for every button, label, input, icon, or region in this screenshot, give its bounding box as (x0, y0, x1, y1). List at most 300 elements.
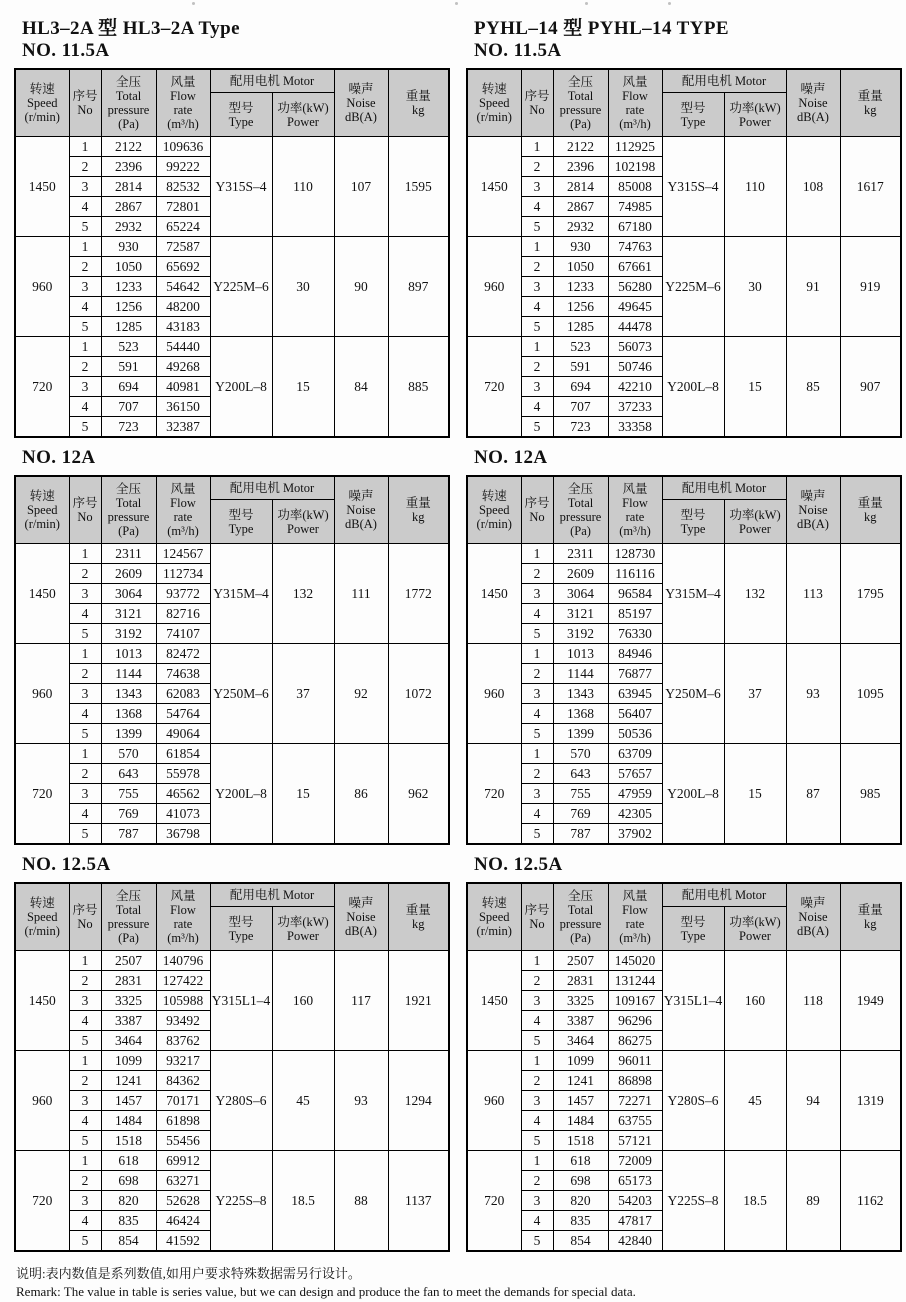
no-cell: 3 (521, 277, 553, 297)
header-line: Flow (622, 902, 648, 917)
fan-spec-table-hl3-2a-no12-5a (14, 882, 450, 1253)
flow-cell: 46562 (156, 784, 210, 804)
pressure-cell: 2867 (553, 197, 608, 217)
no-cell: 4 (521, 1111, 553, 1131)
header-line: 风量 (622, 481, 648, 496)
data-row (15, 337, 449, 357)
pressure-cell: 1457 (101, 1091, 156, 1111)
pressure-cell: 3325 (553, 991, 608, 1011)
no-cell: 1 (521, 237, 553, 257)
motor-type-cell: Y315S–4 (210, 137, 272, 237)
header-line: Power (287, 114, 319, 129)
col-header-pressure (553, 69, 608, 137)
flow-cell: 76877 (608, 664, 662, 684)
flow-cell: 49064 (156, 724, 210, 744)
flow-cell: 112925 (608, 137, 662, 157)
header-line: 重量 (857, 902, 883, 917)
weight-cell: 1319 (840, 1051, 901, 1151)
header-line: Noise (346, 96, 376, 111)
header-line: kg (412, 509, 425, 524)
no-cell: 4 (69, 704, 101, 724)
header-line: (m³/h) (619, 930, 651, 945)
pressure-cell: 1368 (553, 704, 608, 724)
pressure-cell: 2831 (553, 971, 608, 991)
table-header (15, 883, 449, 951)
fan-spec-table-pyhl-14-no12-5a (466, 882, 902, 1253)
pressure-cell: 1399 (553, 724, 608, 744)
col-header-speed (467, 476, 521, 544)
no-cell: 1 (521, 137, 553, 157)
flow-cell: 42840 (608, 1231, 662, 1252)
no-cell: 4 (521, 1011, 553, 1031)
flow-cell: 109636 (156, 137, 210, 157)
noise-cell: 118 (786, 951, 840, 1051)
pressure-cell: 787 (101, 824, 156, 845)
noise-cell: 93 (334, 1051, 388, 1151)
col-header-motor-power (272, 907, 334, 951)
flow-cell: 74763 (608, 237, 662, 257)
flow-cell: 109167 (608, 991, 662, 1011)
header-line: 转速 (29, 895, 55, 910)
speed-cell: 1450 (15, 137, 69, 237)
noise-cell: 90 (334, 237, 388, 337)
pressure-cell: 694 (101, 377, 156, 397)
power-cell: 15 (724, 337, 786, 438)
no-cell: 4 (521, 197, 553, 217)
noise-cell: 85 (786, 337, 840, 438)
col-header-motor-type (210, 93, 272, 137)
no-cell: 4 (69, 1211, 101, 1231)
table-body (15, 951, 449, 1252)
header-line: 型号 (680, 100, 706, 115)
section-pyhl-14-no11-5a (466, 16, 902, 438)
pressure-cell: 3464 (101, 1031, 156, 1051)
header-line: Noise (346, 502, 376, 517)
size-title-line: NO. 12A (474, 447, 548, 469)
header-line: Speed (478, 96, 510, 111)
flow-cell: 85008 (608, 177, 662, 197)
pressure-cell: 2396 (101, 157, 156, 177)
pressure-cell: 2507 (553, 951, 608, 971)
no-cell: 3 (521, 584, 553, 604)
no-cell: 2 (69, 357, 101, 377)
header-line: (Pa) (118, 523, 139, 538)
col-header-speed (15, 69, 69, 137)
model-title-line: PYHL–14 型 PYHL–14 TYPE (474, 18, 729, 39)
header-line: kg (412, 103, 425, 118)
header-line: rate (625, 509, 645, 524)
flow-cell: 54440 (156, 337, 210, 357)
flow-cell: 85197 (608, 604, 662, 624)
flow-cell: 99222 (156, 157, 210, 177)
data-row (467, 237, 901, 257)
col-header-motor-type (662, 907, 724, 951)
weight-cell: 1137 (388, 1151, 449, 1252)
power-cell: 45 (272, 1051, 334, 1151)
speed-cell: 1450 (15, 544, 69, 644)
motor-type-cell: Y200L–8 (662, 744, 724, 845)
no-cell: 5 (69, 1031, 101, 1051)
header-line: rate (173, 509, 193, 524)
header-line: (r/min) (24, 110, 60, 125)
header-line: dB(A) (797, 923, 829, 938)
flow-cell: 47817 (608, 1211, 662, 1231)
speed-cell: 1450 (467, 137, 521, 237)
pressure-cell: 1343 (553, 684, 608, 704)
col-header-motor-power (272, 500, 334, 544)
flow-cell: 82532 (156, 177, 210, 197)
pressure-cell: 1233 (553, 277, 608, 297)
header-line: rate (625, 916, 645, 931)
col-header-pressure (553, 476, 608, 544)
pressure-cell: 2507 (101, 951, 156, 971)
header-line: No (77, 103, 93, 118)
flow-cell: 67661 (608, 257, 662, 277)
flow-cell: 76330 (608, 624, 662, 644)
header-line: 转速 (481, 488, 507, 503)
flow-cell: 61898 (156, 1111, 210, 1131)
pressure-cell: 1050 (553, 257, 608, 277)
size-title-line: NO. 12.5A (22, 854, 111, 876)
header-line: 全压 (115, 75, 141, 90)
section-hl3-2a-no11-5a (14, 16, 450, 438)
col-header-weight (388, 476, 449, 544)
pressure-cell: 2396 (553, 157, 608, 177)
no-cell: 2 (521, 1071, 553, 1091)
data-row (15, 237, 449, 257)
col-header-motor-power (724, 500, 786, 544)
data-row (15, 1051, 449, 1071)
header-line: No (529, 509, 545, 524)
flow-cell: 36150 (156, 397, 210, 417)
data-row (15, 544, 449, 564)
col-header-motor-power (724, 907, 786, 951)
noise-cell: 92 (334, 644, 388, 744)
power-cell: 15 (724, 744, 786, 845)
flow-cell: 44478 (608, 317, 662, 337)
flow-cell: 84946 (608, 644, 662, 664)
flow-cell: 41073 (156, 804, 210, 824)
data-row (467, 951, 901, 971)
power-cell: 18.5 (272, 1151, 334, 1252)
pressure-cell: 1050 (101, 257, 156, 277)
header-line: (Pa) (118, 930, 139, 945)
flow-cell: 102198 (608, 157, 662, 177)
col-header-speed (467, 883, 521, 951)
header-line: rate (173, 103, 193, 118)
header-line: Noise (798, 909, 828, 924)
table-title-hl3-2a-no12-5a (22, 854, 450, 876)
flow-cell: 96296 (608, 1011, 662, 1031)
no-cell: 5 (69, 824, 101, 845)
header-line: Power (739, 114, 771, 129)
header-line: Type (680, 521, 706, 536)
flow-cell: 65692 (156, 257, 210, 277)
power-cell: 110 (724, 137, 786, 237)
flow-cell: 96584 (608, 584, 662, 604)
pressure-cell: 2814 (553, 177, 608, 197)
size-title-line: NO. 11.5A (474, 40, 562, 62)
col-header-pressure (101, 883, 156, 951)
flow-cell: 37902 (608, 824, 662, 845)
motor-type-cell: Y250M–6 (662, 644, 724, 744)
data-row (467, 1151, 901, 1171)
table-header (15, 69, 449, 137)
flow-cell: 93492 (156, 1011, 210, 1031)
header-row-1 (467, 69, 901, 93)
no-cell: 3 (69, 991, 101, 1011)
pressure-cell: 3387 (101, 1011, 156, 1031)
speed-cell: 720 (15, 744, 69, 845)
header-line: dB(A) (797, 110, 829, 125)
header-row-1 (467, 883, 901, 907)
weight-cell: 1595 (388, 137, 449, 237)
col-header-flow (608, 69, 662, 137)
header-line: kg (412, 916, 425, 931)
pressure-cell: 618 (101, 1151, 156, 1171)
header-line: dB(A) (797, 516, 829, 531)
header-line: dB(A) (345, 110, 377, 125)
col-header-flow (608, 476, 662, 544)
header-line: 重量 (405, 495, 431, 510)
pressure-cell: 2814 (101, 177, 156, 197)
header-line: 全压 (115, 481, 141, 496)
pressure-cell: 835 (101, 1211, 156, 1231)
flow-cell: 46424 (156, 1211, 210, 1231)
header-line: 全压 (567, 888, 593, 903)
header-line: 配用电机 Motor (229, 887, 315, 902)
flow-cell: 65173 (608, 1171, 662, 1191)
header-line: 重量 (857, 495, 883, 510)
flow-cell: 43183 (156, 317, 210, 337)
pressure-cell: 1013 (101, 644, 156, 664)
header-line: Speed (478, 502, 510, 517)
col-header-noise (334, 883, 388, 951)
header-line: Type (228, 114, 254, 129)
no-cell: 4 (521, 804, 553, 824)
header-line: 序号 (72, 89, 98, 104)
no-cell: 3 (69, 584, 101, 604)
speed-cell: 960 (15, 1051, 69, 1151)
flow-cell: 140796 (156, 951, 210, 971)
pressure-cell: 591 (553, 357, 608, 377)
motor-type-cell: Y280S–6 (662, 1051, 724, 1151)
header-line: pressure (107, 916, 150, 931)
flow-cell: 145020 (608, 951, 662, 971)
header-line: Type (228, 928, 254, 943)
header-line: 噪声 (348, 488, 374, 503)
section-hl3-2a-no12a (14, 445, 450, 845)
no-cell: 1 (69, 644, 101, 664)
header-line: Total (567, 495, 594, 510)
col-header-weight (840, 883, 901, 951)
table-body (467, 137, 901, 438)
header-line: 噪声 (800, 895, 826, 910)
table-header (467, 69, 901, 137)
header-line: Noise (798, 96, 828, 111)
no-cell: 2 (69, 157, 101, 177)
header-line: 风量 (170, 888, 196, 903)
no-cell: 1 (69, 237, 101, 257)
header-line: No (529, 103, 545, 118)
header-line: Total (115, 902, 142, 917)
power-cell: 15 (272, 744, 334, 845)
pressure-cell: 1233 (101, 277, 156, 297)
col-header-motor-power (272, 93, 334, 137)
no-cell: 3 (521, 991, 553, 1011)
no-cell: 3 (69, 784, 101, 804)
table-body (15, 137, 449, 438)
col-header-speed (15, 883, 69, 951)
model-title-line: HL3–2A 型 HL3–2A Type (22, 18, 240, 39)
no-cell: 3 (521, 1191, 553, 1211)
noise-cell: 107 (334, 137, 388, 237)
motor-type-cell: Y200L–8 (210, 337, 272, 438)
flow-cell: 42305 (608, 804, 662, 824)
flow-cell: 116116 (608, 564, 662, 584)
header-line: 型号 (228, 914, 254, 929)
motor-type-cell: Y315M–4 (210, 544, 272, 644)
col-header-no (521, 476, 553, 544)
col-header-speed (467, 69, 521, 137)
pressure-cell: 930 (101, 237, 156, 257)
data-row (467, 544, 901, 564)
header-line: 风量 (622, 75, 648, 90)
flow-cell: 128730 (608, 544, 662, 564)
flow-cell: 93772 (156, 584, 210, 604)
pressure-cell: 2831 (101, 971, 156, 991)
header-line: (m³/h) (619, 523, 651, 538)
no-cell: 5 (69, 217, 101, 237)
power-cell: 132 (272, 544, 334, 644)
flow-cell: 52628 (156, 1191, 210, 1211)
no-cell: 1 (521, 951, 553, 971)
fan-spec-table-hl3-2a-no12a (14, 475, 450, 846)
pressure-cell: 1013 (553, 644, 608, 664)
header-line: Speed (26, 96, 58, 111)
pressure-cell: 591 (101, 357, 156, 377)
section-hl3-2a-no12-5a (14, 852, 450, 1252)
header-line: Power (287, 928, 319, 943)
col-header-pressure (553, 883, 608, 951)
header-line: 风量 (622, 888, 648, 903)
header-line: 序号 (72, 902, 98, 917)
no-cell: 5 (69, 724, 101, 744)
weight-cell: 919 (840, 237, 901, 337)
no-cell: 3 (69, 1091, 101, 1111)
motor-type-cell: Y250M–6 (210, 644, 272, 744)
pressure-cell: 1343 (101, 684, 156, 704)
header-line: 风量 (170, 75, 196, 90)
pressure-cell: 1285 (553, 317, 608, 337)
header-line: 噪声 (800, 488, 826, 503)
no-cell: 2 (69, 1171, 101, 1191)
header-line: (m³/h) (167, 523, 199, 538)
no-cell: 1 (69, 1151, 101, 1171)
col-header-pressure (101, 69, 156, 137)
header-line: 重量 (857, 89, 883, 104)
header-line: Total (567, 902, 594, 917)
noise-cell: 94 (786, 1051, 840, 1151)
no-cell: 1 (521, 744, 553, 764)
table-header (15, 476, 449, 544)
pressure-cell: 570 (101, 744, 156, 764)
no-cell: 5 (69, 1131, 101, 1151)
flow-cell: 74638 (156, 664, 210, 684)
col-header-flow (608, 883, 662, 951)
speed-cell: 960 (15, 644, 69, 744)
pressure-cell: 1368 (101, 704, 156, 724)
pressure-cell: 2609 (553, 564, 608, 584)
flow-cell: 41592 (156, 1231, 210, 1252)
pressure-cell: 820 (553, 1191, 608, 1211)
noise-cell: 89 (786, 1151, 840, 1252)
no-cell: 1 (69, 337, 101, 357)
table-title-hl3-2a-no12a (22, 447, 450, 469)
flow-cell: 69912 (156, 1151, 210, 1171)
col-header-flow (156, 476, 210, 544)
flow-cell: 54203 (608, 1191, 662, 1211)
data-row (15, 137, 449, 157)
motor-type-cell: Y225M–6 (210, 237, 272, 337)
pressure-cell: 523 (553, 337, 608, 357)
header-line: (r/min) (24, 516, 60, 531)
pressure-cell: 1099 (553, 1051, 608, 1071)
header-line: Speed (26, 502, 58, 517)
no-cell: 5 (69, 624, 101, 644)
remark-chinese: 说明:表内数值是系列数值,如用户要求特殊数据需另行设计。 (16, 1266, 361, 1282)
flow-cell: 84362 (156, 1071, 210, 1091)
pressure-cell: 1399 (101, 724, 156, 744)
flow-cell: 63755 (608, 1111, 662, 1131)
header-line: 全压 (115, 888, 141, 903)
col-header-flow (156, 69, 210, 137)
flow-cell: 82472 (156, 644, 210, 664)
size-title-line: NO. 11.5A (22, 40, 110, 62)
table-title-pyhl-14-no12-5a (474, 854, 902, 876)
no-cell: 1 (69, 544, 101, 564)
table-header (467, 476, 901, 544)
no-cell: 2 (521, 257, 553, 277)
remark-note (16, 1265, 906, 1301)
motor-type-cell: Y315M–4 (662, 544, 724, 644)
data-row (15, 1151, 449, 1171)
flow-cell: 56280 (608, 277, 662, 297)
header-line: kg (864, 916, 877, 931)
flow-cell: 105988 (156, 991, 210, 1011)
motor-type-cell: Y200L–8 (662, 337, 724, 438)
motor-type-cell: Y225S–8 (662, 1151, 724, 1252)
flow-cell: 32387 (156, 417, 210, 438)
col-header-motor-type (210, 907, 272, 951)
speed-cell: 1450 (467, 951, 521, 1051)
no-cell: 2 (69, 764, 101, 784)
header-line: 噪声 (348, 895, 374, 910)
noise-cell: 87 (786, 744, 840, 845)
flow-cell: 96011 (608, 1051, 662, 1071)
table-body (467, 544, 901, 845)
speed-cell: 720 (467, 744, 521, 845)
header-line: 噪声 (348, 82, 374, 97)
header-line: 转速 (481, 895, 507, 910)
flow-cell: 112734 (156, 564, 210, 584)
header-line: 序号 (524, 89, 550, 104)
header-line: Speed (26, 909, 58, 924)
no-cell: 4 (69, 197, 101, 217)
header-line: kg (864, 103, 877, 118)
pressure-cell: 2122 (101, 137, 156, 157)
header-line: 功率(kW) (729, 100, 781, 115)
